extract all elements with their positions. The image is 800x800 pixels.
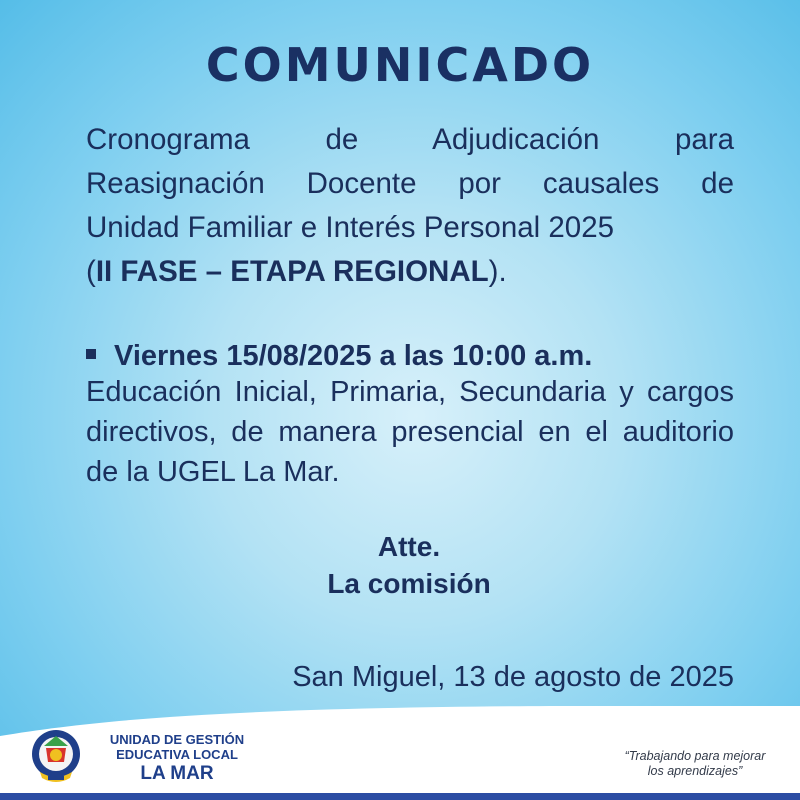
signature-atte: Atte. <box>377 531 441 562</box>
announcement-intro <box>86 118 734 294</box>
intro-line-4 <box>86 250 734 294</box>
schedule-heading <box>86 336 746 376</box>
slogan-line-1: “Trabajando para mejorar <box>624 749 766 763</box>
ugel-logo <box>30 728 82 788</box>
paren-close: ). <box>488 255 507 288</box>
signature-committee: La comisión <box>327 568 491 599</box>
schedule-line-2: directivos, de manera presencial en el auditorio <box>86 416 734 448</box>
paren-open: ( <box>86 255 96 288</box>
intro-line-3: Unidad Familiar e Interés Personal 2025 <box>86 211 615 244</box>
phase-label: II FASE – ETAPA REGIONAL <box>95 255 489 288</box>
page-title: COMUNICADO <box>205 38 595 92</box>
org-line-1: UNIDAD DE GESTIÓN <box>109 732 245 747</box>
bullet-square-icon <box>86 349 96 359</box>
slogan-line-2: los aprendizajes” <box>647 764 743 778</box>
schedule-date: Viernes 15/08/2025 a las 10:00 a.m. <box>114 340 593 372</box>
slogan <box>610 749 780 779</box>
schedule-line-3: de la UGEL La Mar. <box>86 456 340 488</box>
footer <box>0 706 800 800</box>
schedule-line-1: Educación Inicial, Primaria, Secundaria y cargos <box>86 376 734 408</box>
org-name <box>92 732 262 786</box>
intro-line-2: Reasignación Docente por causales de <box>86 167 734 200</box>
org-line-2: EDUCATIVA LOCAL <box>116 747 238 762</box>
place-date: San Miguel, 13 de agosto de 2025 <box>292 661 734 693</box>
org-line-3: LA MAR <box>140 763 214 784</box>
schedule-details <box>86 372 734 492</box>
intro-line-1: Cronograma de Adjudicación para <box>86 123 734 156</box>
